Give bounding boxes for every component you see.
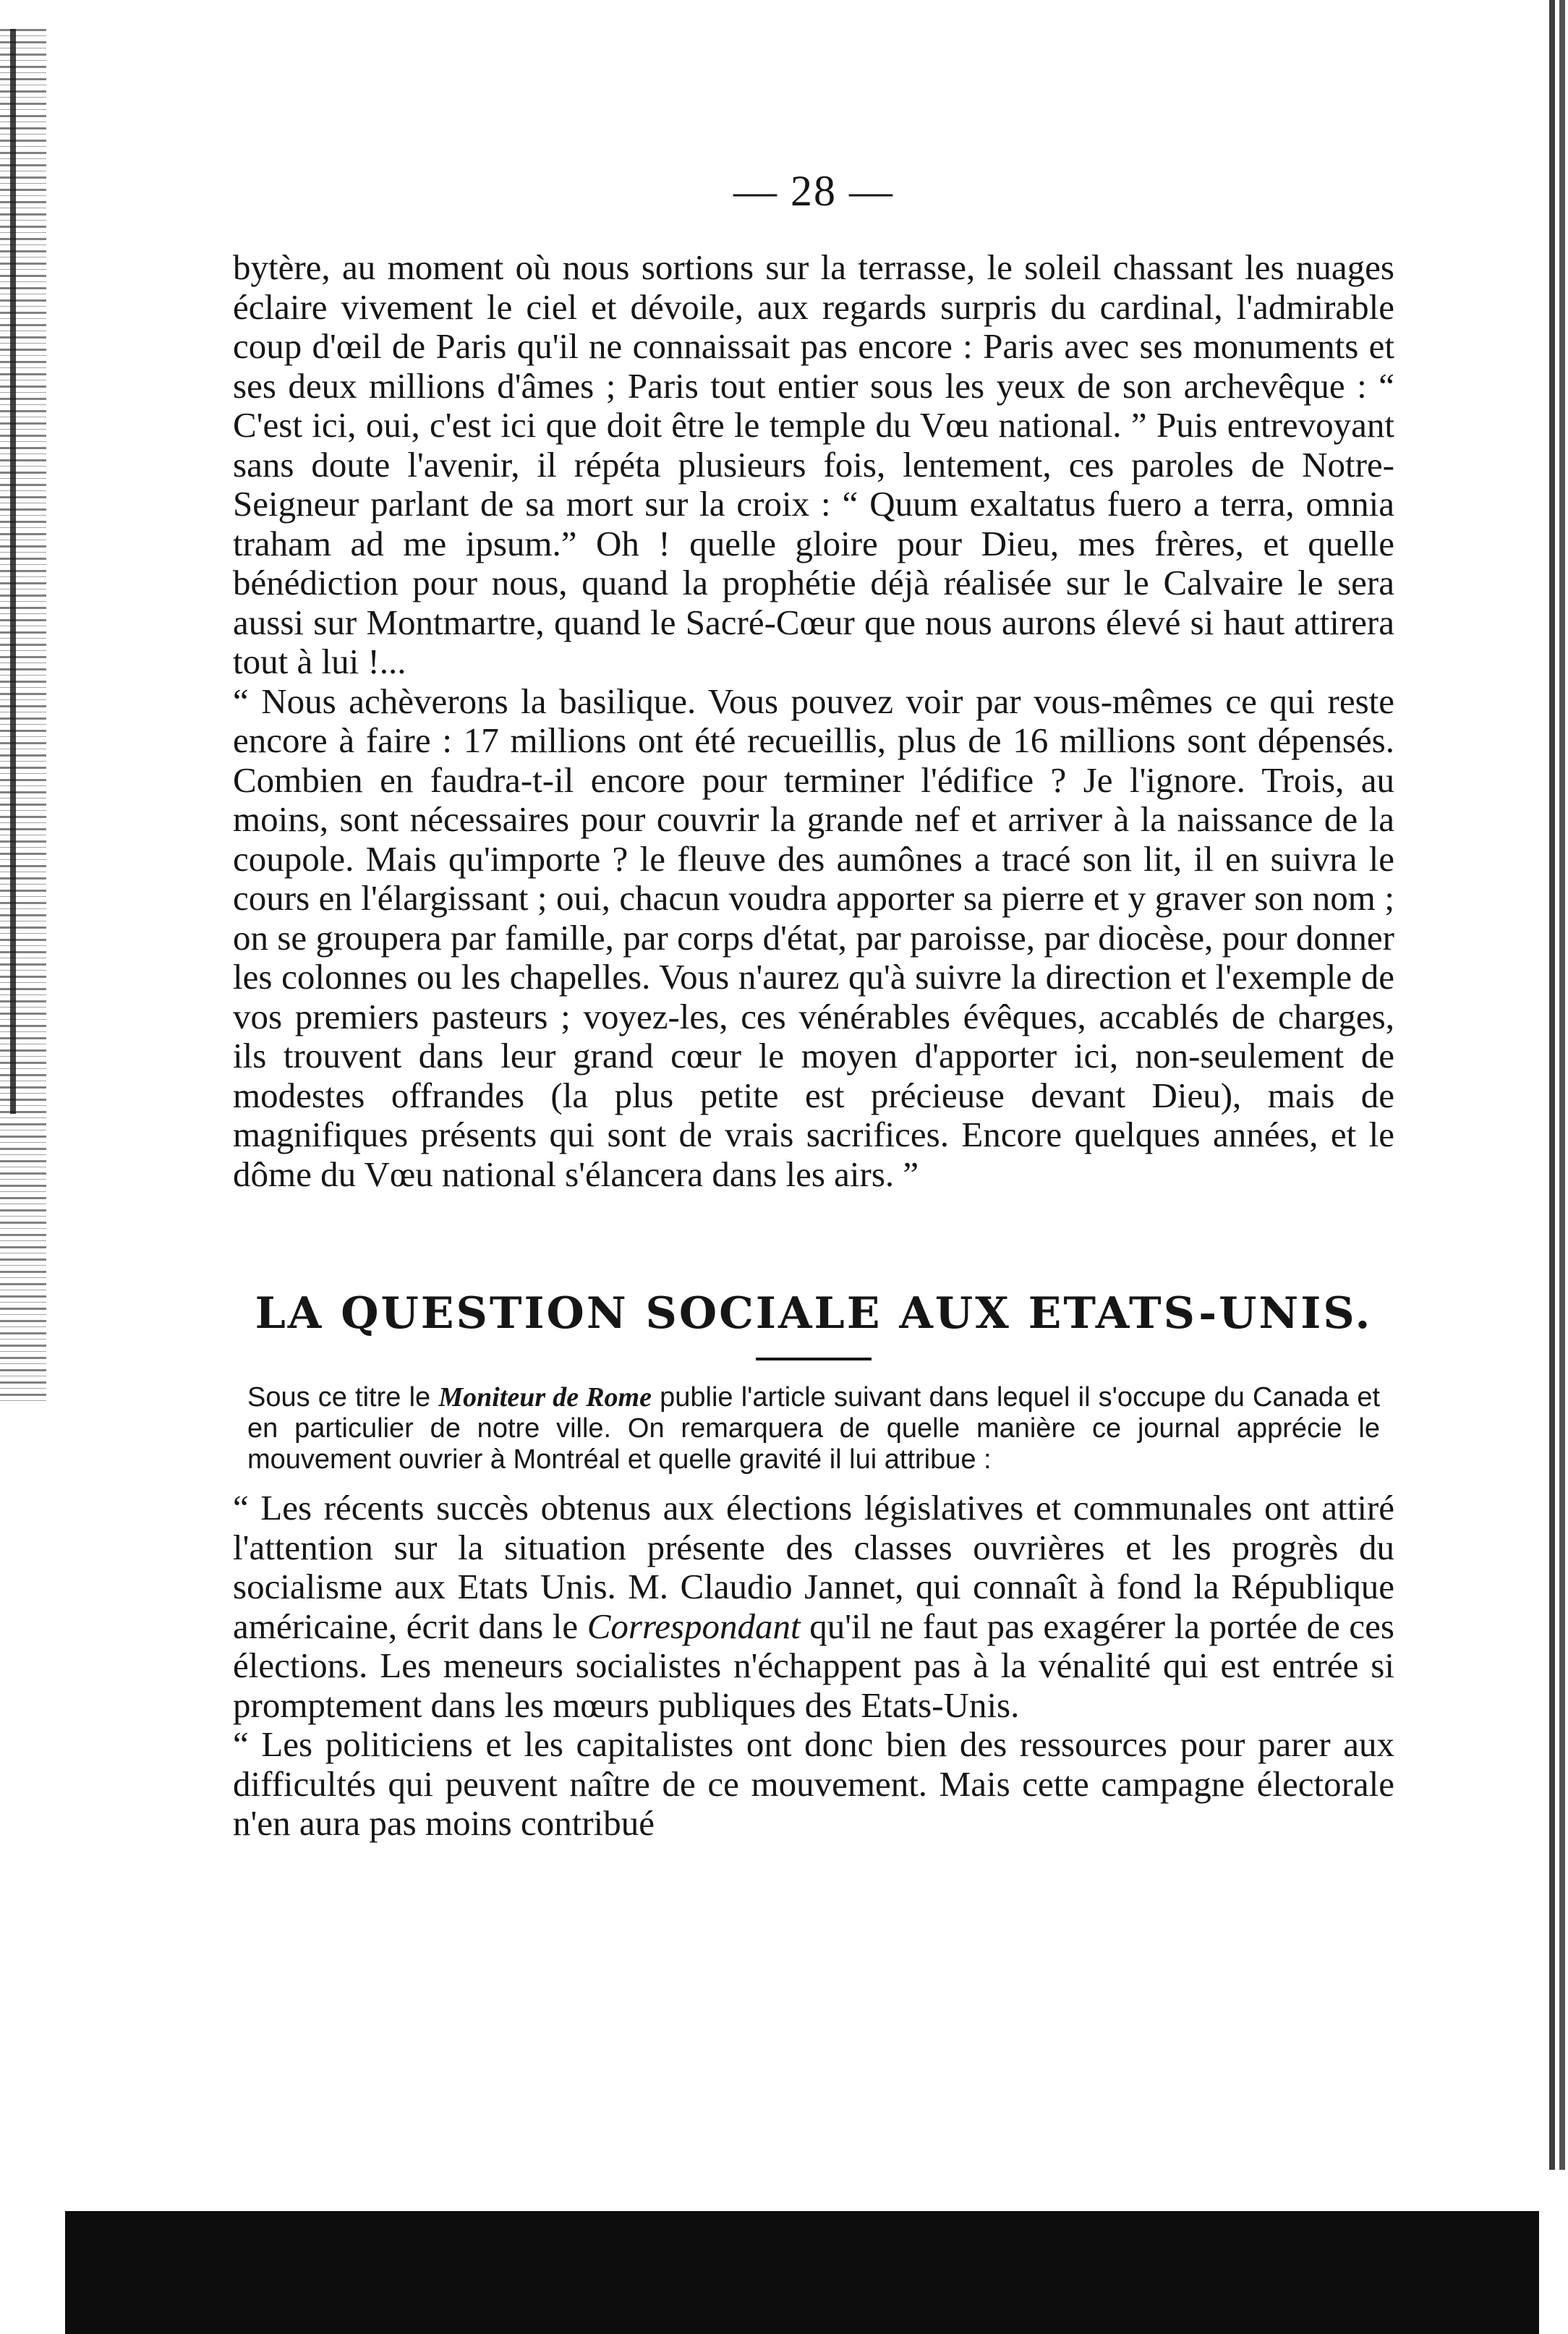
scan-margin-left [0, 29, 46, 1403]
paragraph: “ Nous achèverons la basilique. Vous pouvez voir par vous-mêmes ce qui reste encore à faire : 17 millions ont été recueillis, plus de 16 millions sont dépensés. Combien en faudra-t-il encore pour terminer l'édifice ? Je l'ignore. Trois, au moins, sont nécessaires pour couvrir la grande nef et arriver à la naissance de la coupole. Mais qu'importe ? le fleuve des aumônes a tracé son lit, il en suivra le cours en l'élargissant ; oui, chacun voudra apporter sa pierre et y graver son nom ; on se groupera par famille, par corps d'état, par paroisse, par diocèse, pour donner les colonnes ou les chapelles. Vous n'aurez qu'à suivre la direction et l'exemple de vos premiers pasteurs ; voyez-les, ces vénérables évêques, accablés de charges, ils trouvent dans leur grand cœur le moyen d'apporter ici, non-seulement de modestes offrandes (la plus petite est précieuse devant Dieu), mais de magnifiques présents qui sont de vrais sacrifices. Encore quelques années, et le dôme du Vœu national s'élancera dans les airs. ” [233, 681, 1394, 1194]
intro-text: Sous ce titre le [247, 1382, 439, 1413]
paragraph-text: qu'il ne faut pas exagérer la portée de ces élections. Les meneurs socialistes n'échappent pas à la vénalité qui est entrée si promptement dans les mœurs publiques des Etats-Unis. [233, 1606, 1394, 1725]
scan-bottom-band [65, 2211, 1539, 2334]
source-name: Moniteur de Rome [438, 1382, 652, 1413]
page-number: — 28 — [733, 167, 894, 215]
paragraph: “ Les politiciens et les capitalistes ont donc bien des ressources pour parer aux difficultés qui peuvent naître de ce mouvement. Mais cette campagne électorale n'en aura pas moins contribué [233, 1724, 1394, 1843]
paragraph: bytère, au moment où nous sortions sur la terrasse, le soleil chassant les nuages éclaire vivement le ciel et dévoile, aux regards surpris du cardinal, l'admirable coup d'œil de Paris qu'il ne connaissait pas encore : Paris avec ses monuments et ses deux millions d'âmes ; Paris tout entier sous les yeux de son archevêque : “ C'est ici, oui, c'est ici que doit être le temple du Vœu national. ” Puis entrevoyant sans doute l'avenir, il répéta plusieurs fois, lentement, ces paroles de Notre-Seigneur parlant de sa mort sur la croix : “ Quum exaltatus fuero a terra, omnia traham ad me ipsum.” Oh ! quelle gloire pour Dieu, mes frères, et quelle bénédiction pour nous, quand la prophétie déjà réalisée sur le Calvaire le sera aussi sur Montmartre, quand le Sacré-Cœur que nous aurons élevé si haut attirera tout à lui !... [233, 247, 1394, 681]
source-name: Correspondant [587, 1606, 801, 1646]
paragraph-text: “ Les récents succès obtenus aux élections législatives et communales ont attiré l'attention sur la situation présente des classes ouvrières et les progrès du socialisme aux Etats Unis. M. Claudio Jannet, qui connaît à fond la République américaine, écrit dans le [233, 1488, 1394, 1646]
title-rule [756, 1358, 872, 1360]
section-title: LA QUESTION SOCIALE AUX ETATS-UNIS. [255, 1288, 1373, 1339]
paragraph [233, 1488, 1394, 1725]
scan-margin-right [1543, 0, 1568, 2170]
scan-binding-shadow [10, 29, 16, 1114]
intro-text: publie l'article suivant dans lequel il s'occupe du Canada et en particulier de notre ville. On remarquera de quelle manière ce journal apprécie le mouvement ouvrier à Montréal et quelle gravité il lui attribue : [247, 1382, 1381, 1475]
document-page [233, 166, 1394, 1844]
continued-text [233, 248, 1394, 1194]
article-text [233, 1488, 1394, 1844]
section-intro [247, 1382, 1380, 1475]
